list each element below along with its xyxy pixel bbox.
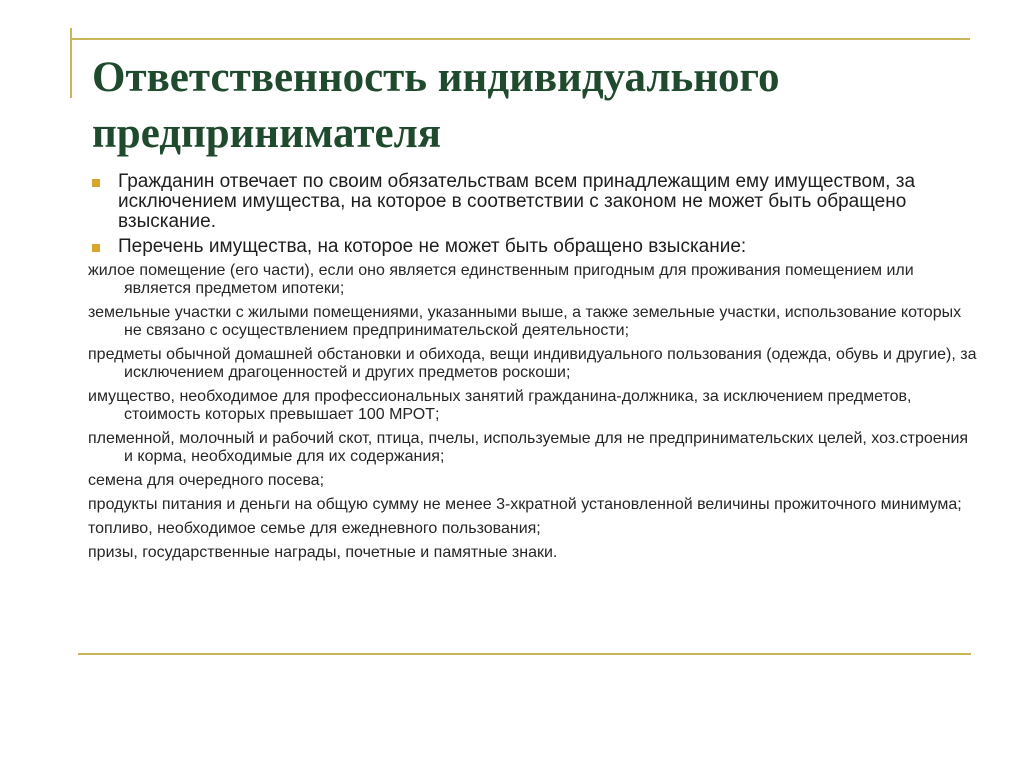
- bottom-decorative-rule: [78, 653, 971, 655]
- list-item: топливо, необходимое семье для ежедневного пользования;: [88, 520, 541, 537]
- list-item: продукты питания и деньги на общую сумму не менее 3-хкратной установленной величины прожиточного минимума;: [88, 496, 962, 513]
- top-decorative-rule: [70, 38, 970, 40]
- list-item: земельные участки с жилыми помещениями, указанными выше, а также земельные участки, использование которых не связано с осуществлением предпринимательской деятельности;: [88, 304, 962, 339]
- bullet-item: [88, 172, 978, 232]
- bullet-text: Перечень имущества, на которое не может быть обращено взыскание:: [118, 236, 747, 257]
- list-item: имущество, необходимое для профессиональных занятий гражданина-должника, за исключением предметов, стоимость которых превышает 100 МРОТ;: [88, 388, 912, 423]
- list-item: племенной, молочный и рабочий скот, птица, пчелы, используемые для не предпринимательских целей, хоз.строения и корма, необходимые для их содержания;: [88, 430, 969, 465]
- bullet-text: Гражданин отвечает по своим обязательствам всем принадлежащим ему имуществом, за исключением имущества, на которое в соответствии с законом не может быть обращено взыскание.: [118, 171, 916, 232]
- list-item: жилое помещение (его части), если оно является единственным пригодным для проживания помещением или является предметом ипотеки;: [88, 262, 914, 297]
- list-item: семена для очередного посева;: [88, 472, 325, 489]
- list-item: призы, государственные награды, почетные и памятные знаки.: [88, 544, 558, 561]
- square-bullet-icon: [92, 244, 100, 252]
- bullet-item: [88, 237, 978, 257]
- left-decorative-rule: [70, 28, 72, 98]
- list-item: предметы обычной домашней обстановки и обихода, вещи индивидуального пользования (одежда, обувь и другие), за исключением драгоценностей и других предметов роскоши;: [88, 346, 977, 381]
- slide-title: Ответственность индивидуального предпринимателя: [92, 54, 780, 157]
- slide-content: [88, 172, 978, 568]
- square-bullet-icon: [92, 179, 100, 187]
